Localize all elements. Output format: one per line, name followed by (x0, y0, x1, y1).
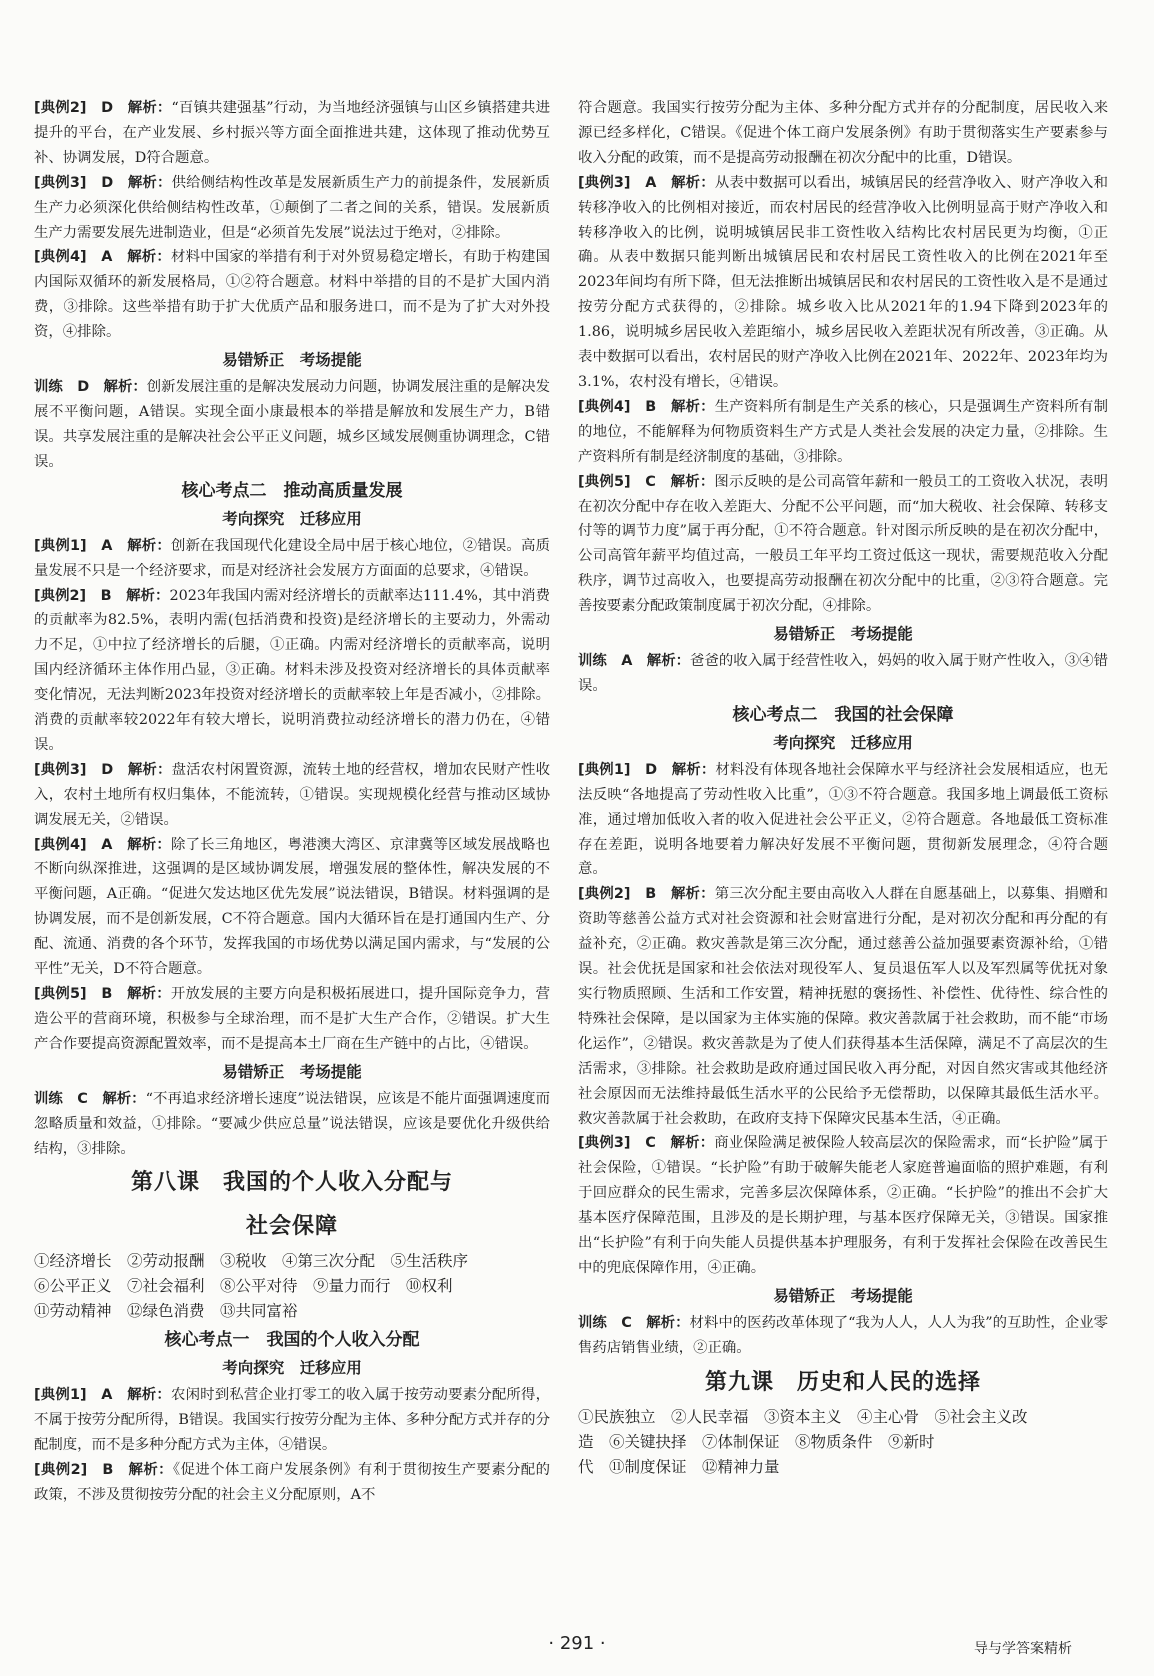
answer-paragraph: [典例1] A 解析：创新在我国现代化建设全局中居于核心地位，②错误。高质量发展不只是一个经济要求，而是对经济社会发展方方面面的总要求，④错误。 (34, 537, 550, 579)
answer-paragraph: [典例3] A 解析：从表中数据可以看出，城镇居民的经营净收入、财产净收入和转移净收入的比例相对接近，而农村居民的经营净收入比例明显高于财产净收入和转移净收入的比例，说明城镇居民非工资性收入结构比农村居民更为均衡，①正确。从表中数据只能判断出城镇居民和农村居民工资性收入的比例在2021年至2023年间均有所下降，但无法推断出城镇居民和农村居民的工资性收入是不是通过按劳分配方式获得的，②排除。城乡收入比从2021年的1.94下降到2023年的1.86，说明城乡居民收入差距缩小，城乡居民收入差距状况有所改善，③正确。从表中数据可以看出，农村居民的财产净收入比例在2021年、2022年、2023年均为3.1%，农村没有增长，④错误。 (578, 174, 1108, 390)
keyword-list: ⑪劳动精神 ⑫绿色消费 ⑬共同富裕 (34, 1302, 298, 1321)
answer-paragraph: [典例3] D 解析：供给侧结构性改革是发展新质生产力的前提条件，发展新质生产力必须深化供给侧结构性改革，①颠倒了二者之间的关系，错误。发展新质生产力需要发展先进制造业，但是“必须首先发展”说法过于绝对，②排除。 (34, 174, 550, 241)
keyword-list: ①经济增长 ②劳动报酬 ③税收 ④第三次分配 ⑤生活秩序 (34, 1252, 469, 1271)
answer-paragraph: [典例2] B 解析：2023年我国内需对经济增长的贡献率达111.4%，其中消费的贡献率为82.5%，表明内需(包括消费和投资)是经济增长的主要动力，外需动力不足，①中拉了经济增长的后腿，①正确。内需对经济增长的贡献率高，说明国内经济循环主体作用凸显，③正确。材料未涉及投资对经济增长的具体贡献率变化情况，无法判断2023年投资对经济增长的贡献率较上年是否减小，②排除。消费的贡献率较2022年有较大增长，说明消费拉动经济增长的潜力仍在，④错误。 (34, 587, 551, 753)
answer-paragraph: 训练 C 解析：材料中的医药改革体现了“我为人人，人人为我”的互助性，企业零售药店销售业绩，②正确。 (578, 1314, 1109, 1356)
answer-paragraph: [典例1] D 解析：材料没有体现各地社会保障水平与经济社会发展相适应，也无法反映“各地提高了劳动性收入比重”，①③不符合题意。我国多地上调最低工资标准，通过增加低收入者的收入促进社会公平正义，②符合题意。各地最低工资标准存在差距，说明各地要着力解决好发展不平衡问题，贯彻新发展理念，④符合题意。 (578, 761, 1108, 878)
answer-paragraph: [典例4] A 解析：除了长三角地区，粤港澳大湾区、京津冀等区域发展战略也不断向纵深推进，这强调的是区域协调发展，增强发展的整体性，解决发展的不平衡问题，A正确。“促进欠发达地区优先发展”说法错误，B错误。材料强调的是协调发展，而不是创新发展，C不符合题意。国内大循环旨在是打通国内生产、分配、流通、消费的各个环节，发挥我国的市场优势以满足国内需求，与“发展的公平性”无关，D不符合题意。 (34, 836, 550, 978)
subsection-heading: 易错矫正 考场提能 (222, 351, 362, 370)
section-heading: 核心考点一 我国的个人收入分配 (164, 1330, 420, 1351)
answer-paragraph: [典例1] A 解析：农闲时到私营企业打零工的收入属于按劳动要素分配所得，不属于按劳分配所得，B错误。我国实行按劳分配为主体、多种分配方式并存的分配制度，而不是多种分配方式为主体，④错误。 (34, 1387, 550, 1454)
keyword-list: ①民族独立 ②人民幸福 ③资本主义 ④主心骨 ⑤社会主义改 (578, 1407, 1028, 1426)
book-title-footer: 导与学答案精析 (974, 1641, 1072, 1657)
keyword-list: 代 ⑪制度保证 ⑫精神力量 (578, 1457, 780, 1476)
lesson-title: 第八课 我国的个人收入分配与 社会保障 (130, 1170, 453, 1240)
answer-paragraph: [典例3] D 解析：盘活农村闲置资源，流转土地的经营权，增加农民财产性收入，农村土地所有权归集体，不能流转，①错误。实现规模化经营与推动区域协调发展无关，②错误。 (34, 761, 550, 828)
lesson-title: 第九课 历史和人民的选择 (704, 1369, 981, 1395)
answer-paragraph: 符合题意。我国实行按劳分配为主体、多种分配方式并存的分配制度，居民收入来源已经多样化，C错误。《促进个体工商户发展条例》有助于贯彻落实生产要素参与收入分配的政策，而不是提高劳动报酬在初次分配中的比重，D错误。 (578, 100, 1108, 166)
section-heading: 核心考点二 我国的社会保障 (732, 704, 954, 725)
answer-paragraph: 训练 D 解析：创新发展注重的是解决发展动力问题，协调发展注重的是解决发展不平衡问题，A错误。实现全面小康最根本的举措是解放和发展生产力，B错误。共享发展注重的是解决社会公平正义问题，城乡区域发展侧重协调理念，C错误。 (34, 379, 550, 470)
answer-paragraph: 训练 C 解析：“不再追求经济增长速度”说法错误，应该是不能片面强调速度而忽略质量和效益，①排除。“要减少供应总量”说法错误，应该是要优化升级供给结构，③排除。 (34, 1090, 551, 1157)
subsection-heading: 考向探究 迁移应用 (222, 509, 362, 528)
answer-paragraph: [典例5] C 解析：图示反映的是公司高管年薪和一般员工的工资收入状况，表明在初次分配中存在收入差距大、分配不公平问题，而“加大税收、社会保障、转移支付等的调节力度”属于再分配，①不符合题意。针对图示所反映的是在初次分配中，公司高管年薪平均值过高，一般员工年平均工资过低这一现状，需要规范收入分配秩序，调节过高收入，也要提高劳动报酬在初次分配中的比重，②③符合题意。完善按要素分配政策制度属于初次分配，④排除。 (578, 473, 1108, 615)
answer-paragraph: 训练 A 解析：爸爸的收入属于经营性收入，妈妈的收入属于财产性收入，③④错误。 (578, 653, 1108, 694)
section-heading: 核心考点二 推动高质量发展 (181, 480, 403, 501)
keyword-list: 造 ⑥关键抉择 ⑦体制保证 ⑧物质条件 ⑨新时 (578, 1432, 935, 1451)
right-column (578, 96, 1108, 1480)
answer-paragraph: [典例4] B 解析：生产资料所有制是生产关系的核心，只是强调生产资料所有制的地位，不能解释为何物质资料生产方式是人类社会发展的决定力量，②排除。生产资料所有制是经济制度的基础，③排除。 (578, 398, 1108, 465)
subsection-heading: 考向探究 迁移应用 (222, 1359, 362, 1378)
subsection-heading: 考向探究 迁移应用 (773, 733, 913, 752)
answer-paragraph: [典例3] C 解析：商业保险满足被保险人较高层次的保险需求，而“长护险”属于社会保险，①错误。“长护险”有助于破解失能老人家庭普遍面临的照护难题，有利于回应群众的民生需求，完善多层次保障体系，②正确。“长护险”的推出不会扩大基本医疗保障范围，且涉及的是长期护理，与基本医疗保障无关，③错误。国家推出“长护险”有利于向失能人员提供基本护理服务，有利于发挥社会保险在改善民生中的兜底保障作用，④正确。 (578, 1135, 1108, 1276)
subsection-heading: 易错矫正 考场提能 (222, 1062, 362, 1081)
subsection-heading: 易错矫正 考场提能 (773, 625, 913, 644)
answer-paragraph: [典例4] A 解析：材料中国家的举措有利于对外贸易稳定增长，有助于构建国内国际双循环的新发展格局，①②符合题意。材料中举措的目的不是扩大国内消费，③排除。这些举措有助于扩大优质产品和服务进口，而不是为了扩大对外投资，④排除。 (34, 249, 550, 341)
answer-paragraph: [典例2] B 解析：《促进个体工商户发展条例》有利于贯彻按生产要素分配的政策，不涉及贯彻按劳分配的社会主义分配原则，A不 (34, 1462, 550, 1504)
answer-paragraph: [典例2] B 解析：第三次分配主要由高收入人群在自愿基础上，以募集、捐赠和资助等慈善公益方式对社会资源和社会财富进行分配，是对初次分配和再分配的有益补充，②正确。救灾善款是第三次分配，通过慈善公益加强要素资源补给，①错误。社会优抚是国家和社会依法对现役军人、复员退伍军人以及军烈属等优抚对象实行物质照顾、生活和工作安置，精神抚慰的褒扬性、补偿性、优待性、综合性的特殊社会保障，是以国家为主体实施的保障。救灾善款属于社会救助，而不能“市场化运作”，②错误。救灾善款是为了使人们获得基本生活保障，满足不了高层次的生活需求，③排除。社会救助是政府通过国民收入再分配，对因自然灾害或其他经济社会原因而无法维持最低生活水平的公民给予无偿帮助，以保障其最低生活水平。救灾善款属于社会救助，在政府支持下保障灾民基本生活，④正确。 (578, 886, 1108, 1127)
answer-paragraph: [典例2] D 解析：“百镇共建强基”行动，为当地经济强镇与山区乡镇搭建共进提升的平台，在产业发展、乡村振兴等方面全面推进共建，这体现了推动优势互补、协调发展，D符合题意。 (34, 100, 550, 166)
keyword-list: ⑥公平正义 ⑦社会福利 ⑧公平对待 ⑨量力而行 ⑩权利 (34, 1277, 453, 1296)
subsection-heading: 易错矫正 考场提能 (773, 1286, 913, 1305)
left-column (34, 96, 550, 1508)
page-number: · 291 · (548, 1633, 606, 1654)
answer-paragraph: [典例5] B 解析：开放发展的主要方向是积极拓展进口，提升国际竞争力，营造公平的营商环境，积极参与全球治理，而不是扩大生产合作，②错误。扩大生产合作要提高资源配置效率，而不是提高本土厂商在生产链中的占比，④错误。 (34, 986, 550, 1052)
